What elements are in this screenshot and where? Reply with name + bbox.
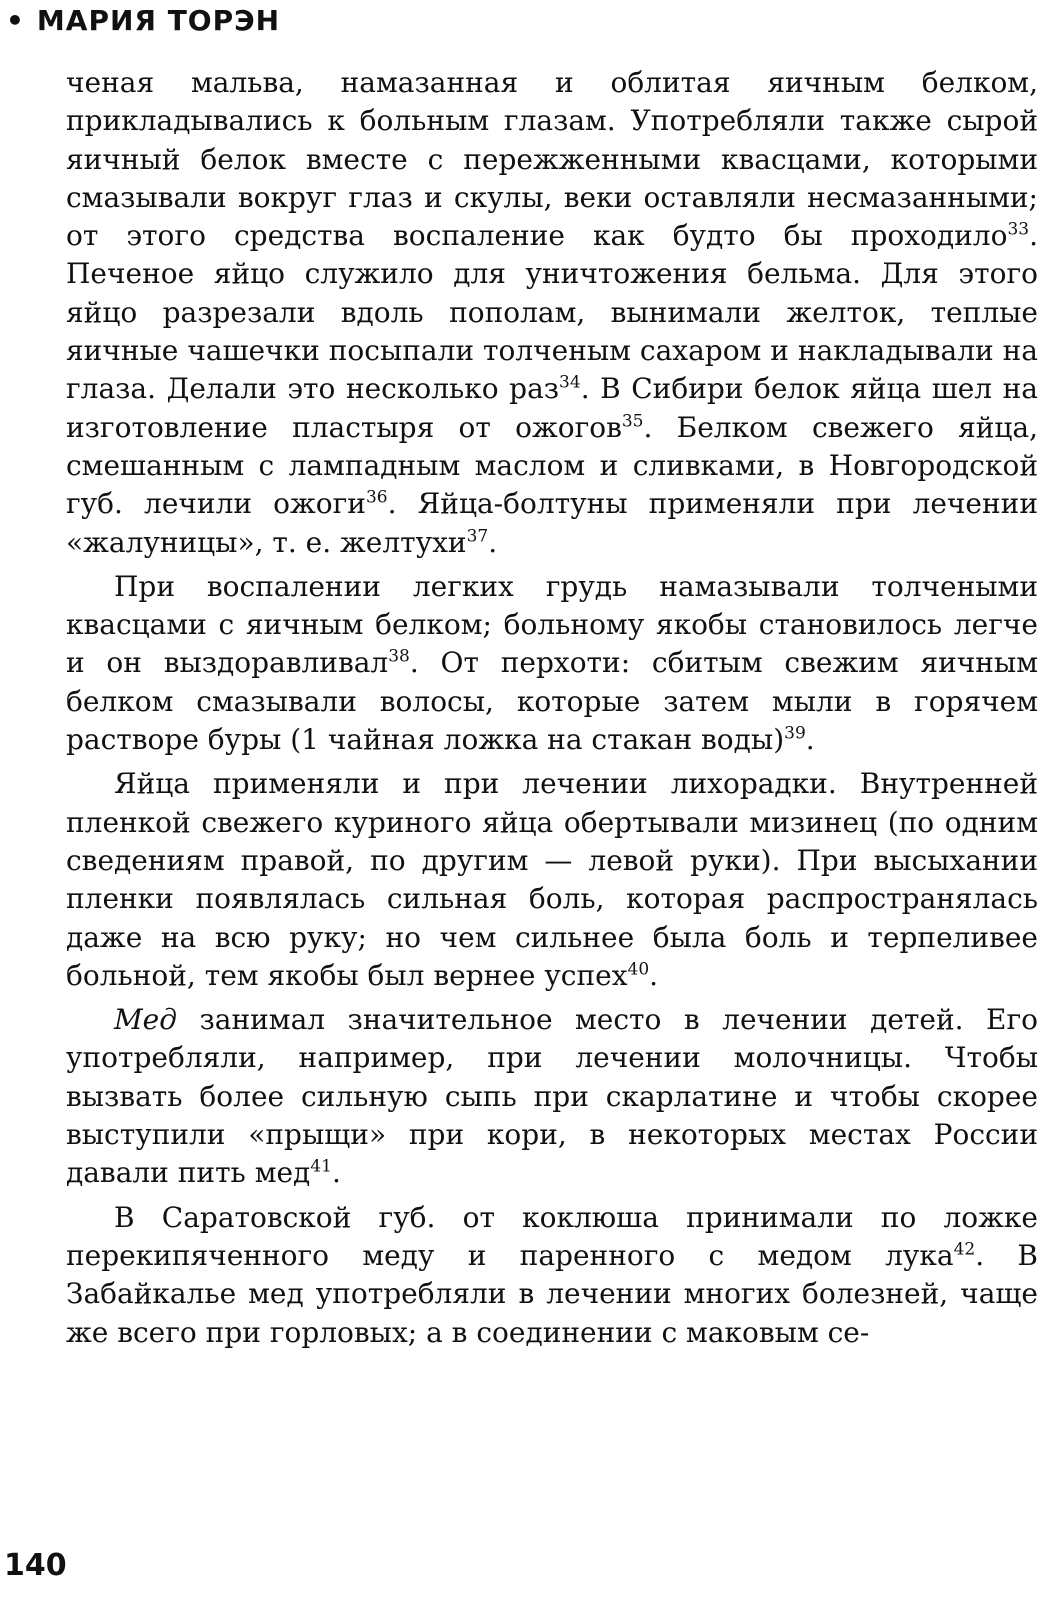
footnote-ref: 34	[559, 373, 581, 394]
text-run: .	[805, 723, 815, 757]
running-head-bullet: •	[6, 4, 25, 37]
text-run: . Белком свежего яйца, смешанным с лампадным маслом и сливками, в Новгородской губ. лечили ожоги	[66, 410, 1038, 521]
text-run: . От перхоти: сбитым свежим яичным белком смазывали волосы, которые затем мыли в горячем растворе буры (1 чайная ложка на стакан воды)	[66, 646, 1038, 757]
footnote-ref: 41	[310, 1156, 332, 1177]
text-run: . В Сибири белок яйца шел на изготовление пластыря от ожогов	[66, 372, 1038, 444]
paragraph	[66, 1001, 1038, 1192]
paragraph	[66, 1199, 1038, 1352]
footnote-ref: 36	[365, 487, 388, 508]
page-number: 140	[4, 1548, 67, 1583]
running-head-title: МАРИЯ ТОРЭН	[36, 4, 281, 37]
text-run: .	[488, 525, 498, 559]
paragraph	[66, 568, 1038, 759]
text-run: . Печеное яйцо служило для уничтожения бельма. Для этого яйцо разрезали вдоль пополам, вынимали желток, теплые яичные чашечки посыпали толченым сахаром и накладывали на глаза. Делали это несколько раз	[66, 219, 1038, 406]
text-run: При воспалении легких грудь намазывали толчеными квасцами с яичным белком; больному якобы становилось легче и он выздоравливал	[66, 569, 1038, 680]
running-head	[6, 4, 280, 38]
footnote-ref: 40	[627, 959, 650, 980]
text-run: Яйца применяли и при лечении лихорадки. Внутренней пленкой свежего куриного яйца обертывали мизинец (по одним сведениям правой, по другим — левой руки). При высыхании пленки появлялась сильная боль, которая распространялась даже на всю руку; но чем сильнее была боль и терпеливее больной, тем якобы был вернее успех	[66, 767, 1038, 992]
footnote-ref: 39	[784, 723, 806, 744]
paragraph	[66, 64, 1038, 562]
text-run: В Саратовской губ. от коклюша принимали по ложке перекипяченного меду и паренного с медом лука	[66, 1200, 1038, 1272]
footnote-ref: 38	[388, 647, 410, 668]
italic-term: Мед	[114, 1003, 177, 1037]
page-body	[66, 64, 1038, 1352]
text-run: . В Забайкалье мед употребляли в лечении многих болезней, чаще же всего при горловых; а в соединении с маковым се-	[66, 1238, 1038, 1349]
footnote-ref: 33	[1007, 219, 1030, 240]
text-run: .	[331, 1156, 341, 1190]
text-run: ченая мальва, намазанная и облитая яичным белком, прикладывались к больным глазам. Употребляли также сырой яичный белок вместе с пережженными квасцами, которыми смазывали вокруг глаз и скулы, веки оставляли несмазанными; от этого средства воспаление как будто бы проходило	[66, 66, 1038, 253]
footnote-ref: 37	[466, 526, 489, 547]
footnote-ref: 35	[621, 411, 644, 432]
footnote-ref: 42	[953, 1239, 976, 1260]
text-run: занимал значительное место в лечении детей. Его употребляли, например, при лечении молочницы. Чтобы вызвать более сильную сыпь при скарлатине и чтобы скорее выступили «прыщи» при кори, в некоторых местах России давали пить мед	[66, 1003, 1038, 1190]
paragraph	[66, 765, 1038, 995]
text-run: .	[649, 958, 659, 992]
text-run: . Яйца-болтуны применяли при лечении «жалуницы», т. е. желтухи	[66, 487, 1038, 559]
